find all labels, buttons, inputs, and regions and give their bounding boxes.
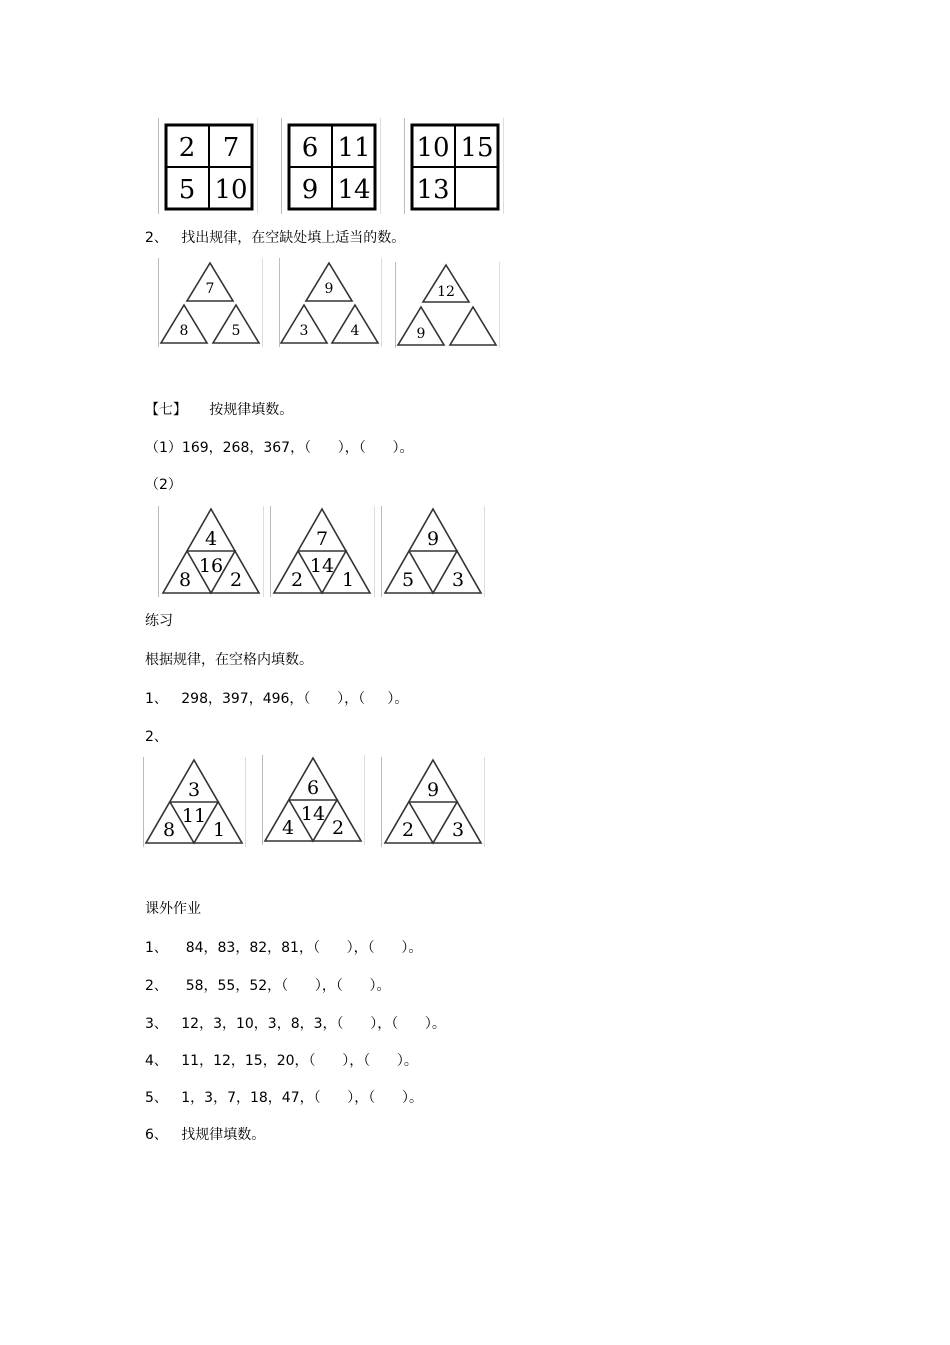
cell-top-left: 6 [301, 133, 319, 163]
triangle-top-number: 9 [324, 281, 334, 297]
practice-title: 练习 [145, 613, 173, 629]
homework-item-5: 5、 1，3，7，18，47，（ ），（ ）。 [145, 1090, 424, 1106]
section-seven-question-2: （2） [145, 477, 182, 493]
simple-triangle-figure-3 [395, 262, 500, 348]
triangle-right-number: 4 [350, 323, 360, 339]
cell-top-right: 15 [460, 133, 494, 163]
compound-triangle-figure-b3 [381, 757, 485, 847]
section-find-rule: 2、 找出规律，在空缺处填上适当的数。 [145, 230, 406, 246]
middle-number: 14 [300, 803, 326, 825]
simple-triangle-figure-1 [158, 258, 263, 347]
practice-question-1: 1、 298，397，496，（ ），（ ）。 [145, 691, 409, 707]
cell-bottom-left: 13 [416, 175, 450, 205]
middle-number: 11 [181, 805, 207, 827]
left-number: 4 [281, 817, 295, 839]
right-number: 1 [341, 569, 355, 591]
triangle-left-number: 8 [179, 323, 189, 339]
triangle-left-number: 9 [416, 326, 426, 342]
middle-number: 16 [198, 555, 224, 577]
section-seven-question-1: （1）169，268，367，（ ），（ ）。 [145, 440, 414, 456]
left-number: 8 [178, 569, 192, 591]
homework-item-4: 4、 11，12，15，20，（ ），（ ）。 [145, 1053, 418, 1069]
left-number: 2 [401, 819, 415, 841]
cell-bottom-left: 5 [178, 175, 196, 205]
triangle-top-number: 12 [437, 284, 455, 300]
cell-top-left: 10 [416, 133, 450, 163]
cell-top-right: 11 [337, 133, 371, 163]
compound-triangle-figure-a2 [270, 506, 375, 597]
compound-triangle-figure-b2 [262, 755, 365, 845]
left-number: 5 [401, 569, 415, 591]
top-number: 9 [426, 779, 440, 801]
square-figure-2 [281, 118, 381, 214]
cell-bottom-right: 10 [214, 175, 248, 205]
right-number: 2 [229, 569, 243, 591]
top-number: 9 [426, 528, 440, 550]
cell-bottom-right: 14 [337, 175, 371, 205]
cell-bottom-left: 9 [301, 175, 319, 205]
top-number: 4 [204, 528, 218, 550]
practice-instruction: 根据规律，在空格内填数。 [145, 652, 313, 668]
homework-item-6: 6、 找规律填数。 [145, 1127, 266, 1143]
compound-triangle-figure-a1 [158, 506, 264, 597]
triangle-left-number: 3 [299, 323, 309, 339]
left-number: 2 [290, 569, 304, 591]
triangle-top-number: 7 [205, 281, 215, 297]
compound-triangle-figure-b1 [143, 757, 246, 847]
cell-top-left: 2 [178, 133, 196, 163]
right-number: 3 [451, 569, 465, 591]
section-seven-heading: 【七】 按规律填数。 [145, 402, 294, 418]
practice-question-2: 2、 [145, 729, 168, 745]
left-number: 8 [162, 819, 176, 841]
compound-triangle-figure-a3 [381, 506, 485, 597]
triangle-right-number: 5 [231, 323, 241, 339]
right-number: 3 [451, 819, 465, 841]
simple-triangle-figure-2 [279, 258, 382, 347]
cell-top-right: 7 [222, 133, 240, 163]
right-number: 2 [331, 817, 345, 839]
homework-title: 课外作业 [145, 901, 201, 917]
middle-number: 14 [309, 555, 335, 577]
top-number: 7 [315, 528, 329, 550]
square-figure-3 [404, 118, 504, 214]
top-number: 6 [306, 777, 320, 799]
homework-item-2: 2、 58，55，52，（ ），（ ）。 [145, 978, 391, 994]
right-number: 1 [212, 819, 226, 841]
homework-item-1: 1、 84，83，82，81，（ ），（ ）。 [145, 940, 423, 956]
homework-item-3: 3、 12，3，10，3，8，3，（ ），（ ）。 [145, 1016, 446, 1032]
square-figure-1 [158, 118, 258, 214]
top-number: 3 [187, 779, 201, 801]
